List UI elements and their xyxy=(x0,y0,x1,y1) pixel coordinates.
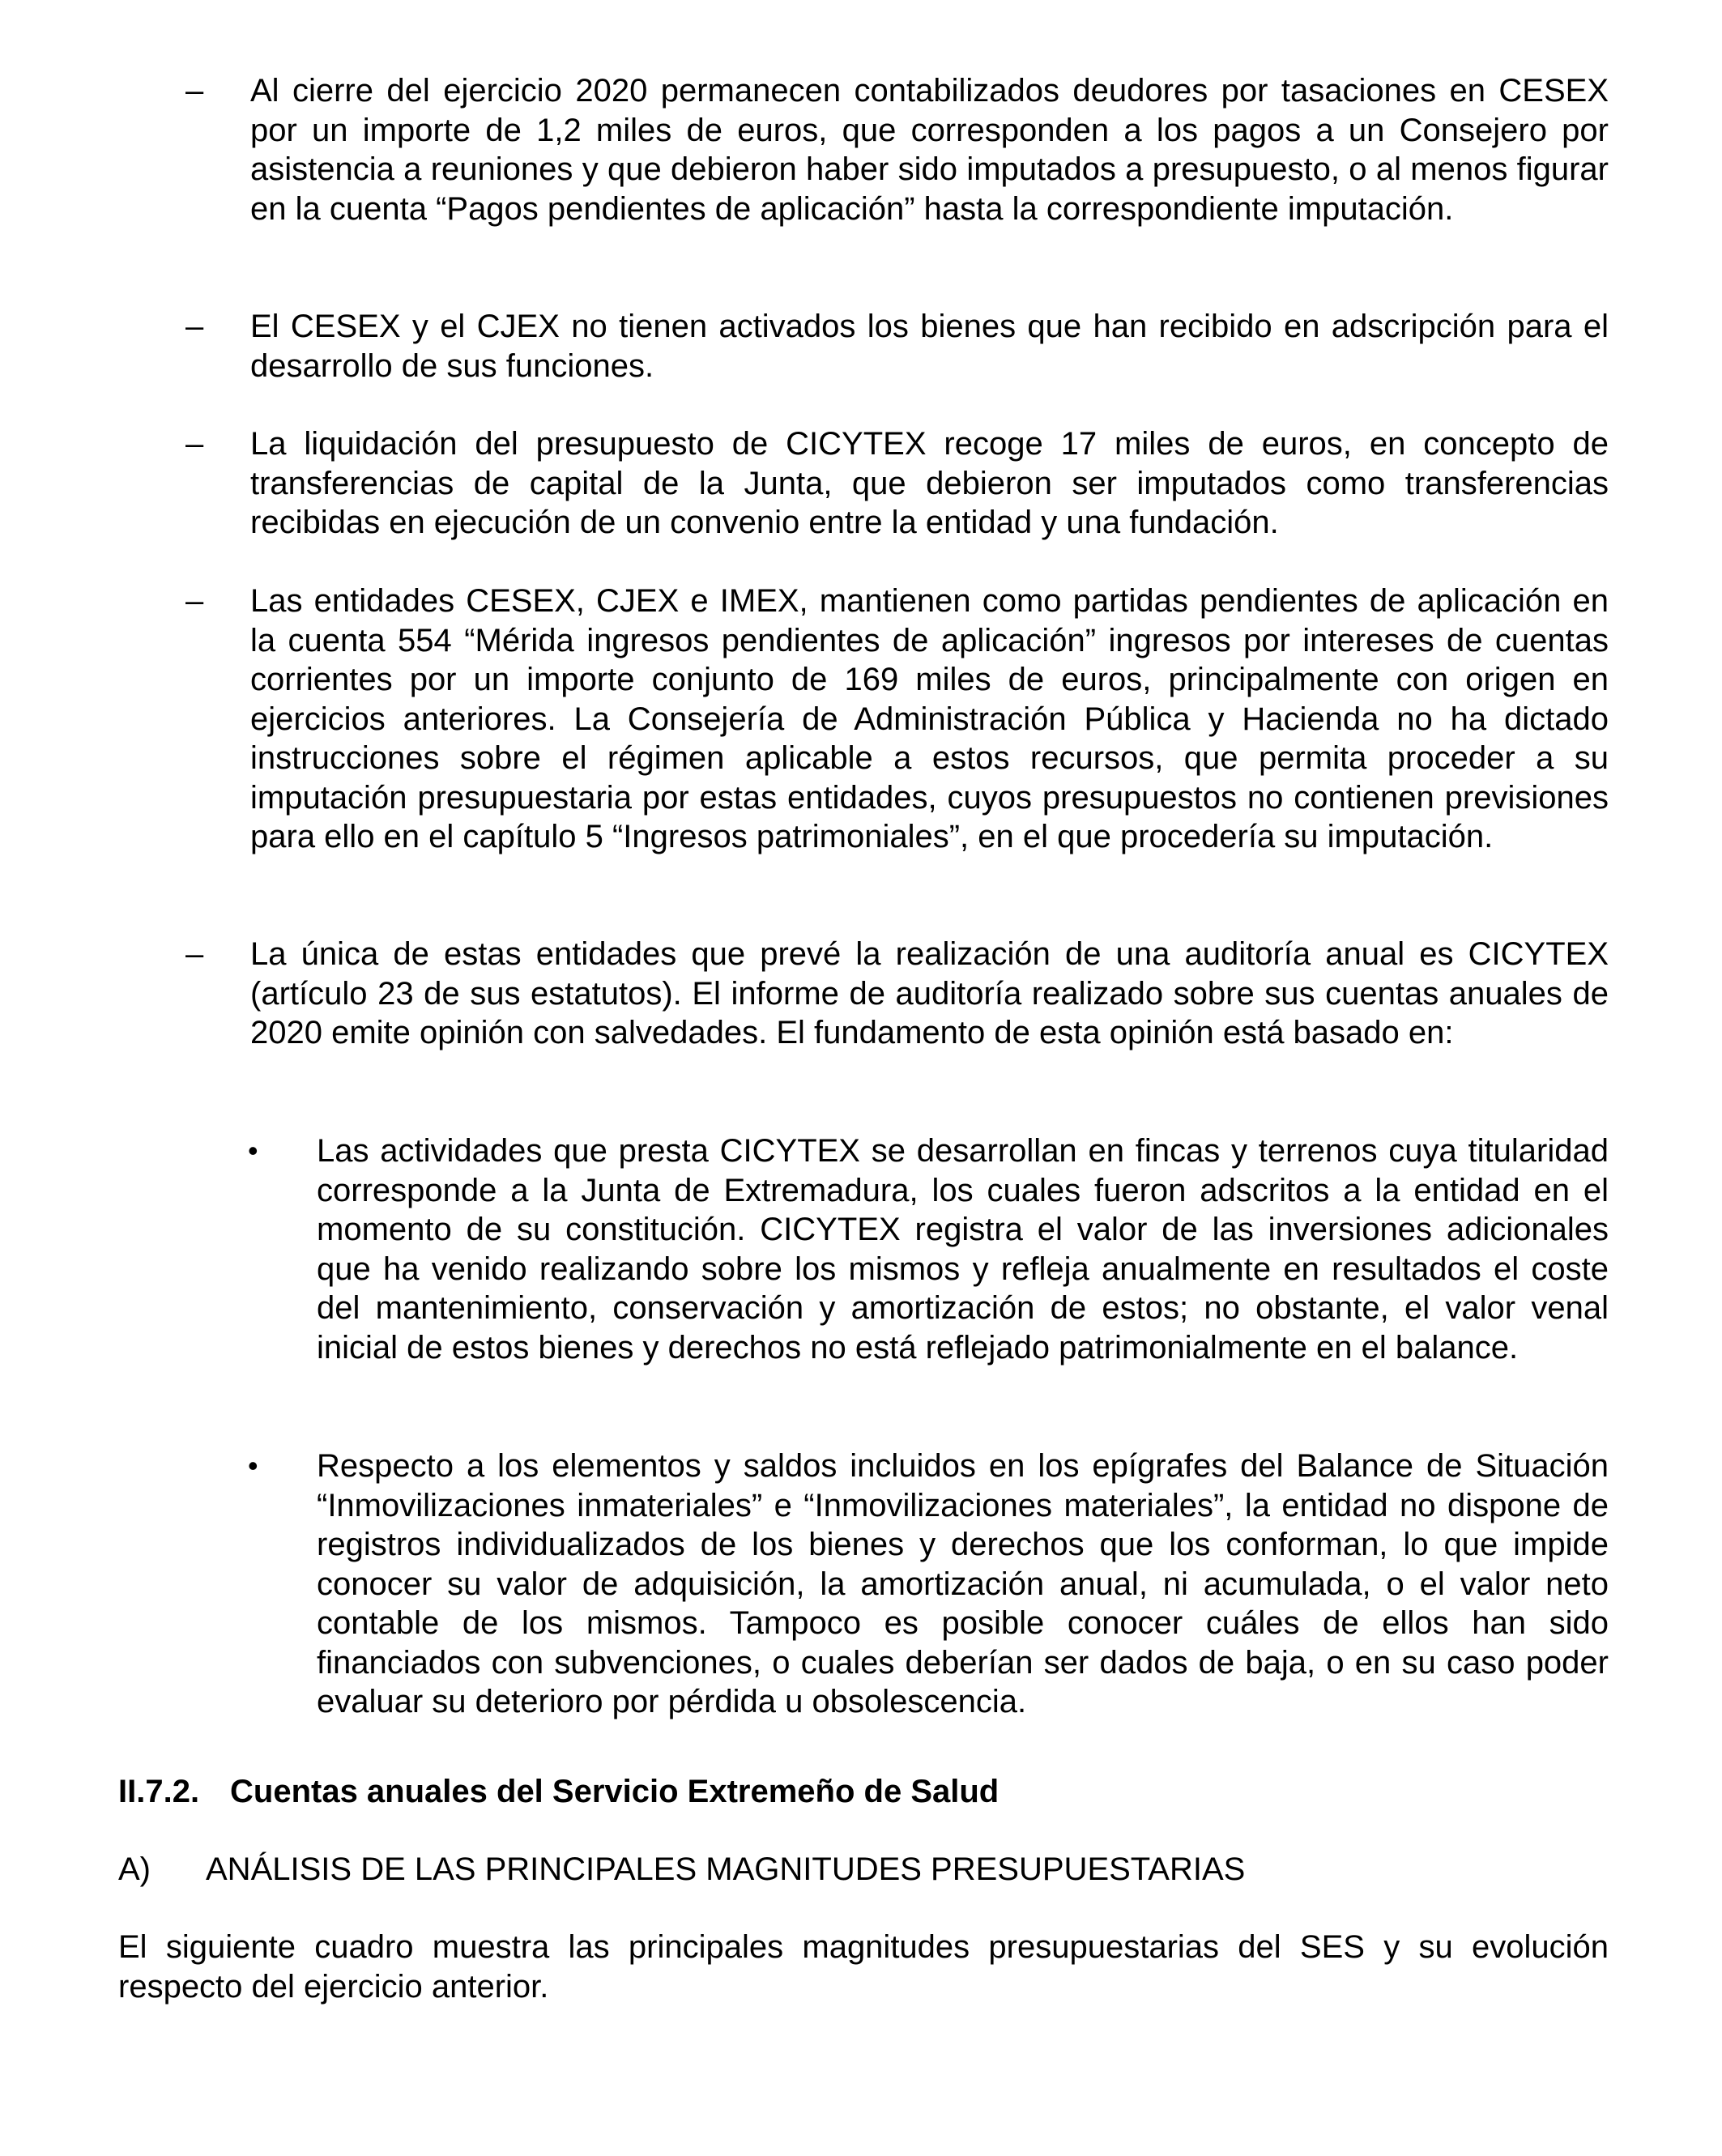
section-title: Cuentas anuales del Servicio Extremeño de Salud xyxy=(230,1774,1000,1809)
subsection-title: ANÁLISIS DE LAS PRINCIPALES MAGNITUDES PRESUPUESTARIAS xyxy=(206,1851,1246,1887)
dash-item-text: El CESEX y el CJEX no tienen activados los bienes que han recibido en adscripción para el desarrollo de sus funciones. xyxy=(250,309,1609,384)
bullet-marker: • xyxy=(248,1449,258,1482)
subsection-heading xyxy=(118,1850,1609,1890)
bullet-marker: • xyxy=(248,1134,258,1167)
dash-marker: – xyxy=(185,583,204,619)
section-heading xyxy=(118,1772,1609,1812)
section-number: II.7.2. xyxy=(118,1774,200,1809)
dash-marker: – xyxy=(185,309,204,344)
subsection-letter: A) xyxy=(118,1851,151,1887)
bullet-item-text: Respecto a los elementos y saldos incluidos en los epígrafes del Balance de Situación “Inmovilizaciones inmateriales” e “Inmovilizaciones materiales”, la entidad no dispone de registros individualizados de los bienes y derechos que los conforman, lo que impide conocer su valor de adquisición, la amortización anual, ni acumulada, o el valor neto contable de los mismos. Tampoco es posible conocer cuáles de ellos han sido financiados con subvenciones, o cuales deberían ser dados de baja, o en su caso poder evaluar su deterioro por pérdida u obsolescencia. xyxy=(317,1448,1609,1719)
dash-item-text: La única de estas entidades que prevé la realización de una auditoría anual es CICYTEX (artículo 23 de sus estatutos). El informe de auditoría realizado sobre sus cuentas anuales de 2020 emite opinión con salvedades. El fundamento de esta opinión está basado en: xyxy=(250,936,1609,1050)
closing-paragraph: El siguiente cuadro muestra las principales magnitudes presupuestarias del SES y su evolución respecto del ejercicio anterior. xyxy=(118,1929,1609,2005)
dash-marker: – xyxy=(185,936,204,972)
dash-item-text: Las entidades CESEX, CJEX e IMEX, mantienen como partidas pendientes de aplicación en la cuenta 554 “Mérida ingresos pendientes de aplicación” ingresos por intereses de cuentas corrientes por un importe conjunto de 169 miles de euros, principalmente con origen en ejercicios anteriores. La Consejería de Administración Pública y Hacienda no ha dictado instrucciones sobre el régimen aplicable a estos recursos, que permita proceder a su imputación presupuestaria por estas entidades, cuyos presupuestos no contienen previsiones para ello en el capítulo 5 “Ingresos patrimoniales”, en el que procedería su imputación. xyxy=(250,583,1609,854)
bullet-item-text: Las actividades que presta CICYTEX se desarrollan en fincas y terrenos cuya titularidad corresponde a la Junta de Extremadura, los cuales fueron adscritos a la entidad en el momento de su constitución. CICYTEX registra el valor de las inversiones adicionales que ha venido realizando sobre los mismos y refleja anualmente en resultados el coste del mantenimiento, conservación y amortización de estos; no obstante, el valor venal inicial de estos bienes y derechos no está reflejado patrimonialmente en el balance. xyxy=(317,1133,1609,1366)
dash-marker: – xyxy=(185,426,204,462)
dash-item-text: La liquidación del presupuesto de CICYTEX recoge 17 miles de euros, en concepto de transferencias de capital de la Junta, que debieron ser imputados como transferencias recibidas en ejecución de un convenio entre la entidad y una fundación. xyxy=(250,426,1609,540)
dash-item-text: Al cierre del ejercicio 2020 permanecen contabilizados deudores por tasaciones en CESEX por un importe de 1,2 miles de euros, que corresponden a los pagos a un Consejero por asistencia a reuniones y que debieron haber sido imputados a presupuesto, o al menos figurar en la cuenta “Pagos pendientes de aplicación” hasta la correspondiente imputación. xyxy=(250,73,1609,227)
dash-marker: – xyxy=(185,73,204,109)
